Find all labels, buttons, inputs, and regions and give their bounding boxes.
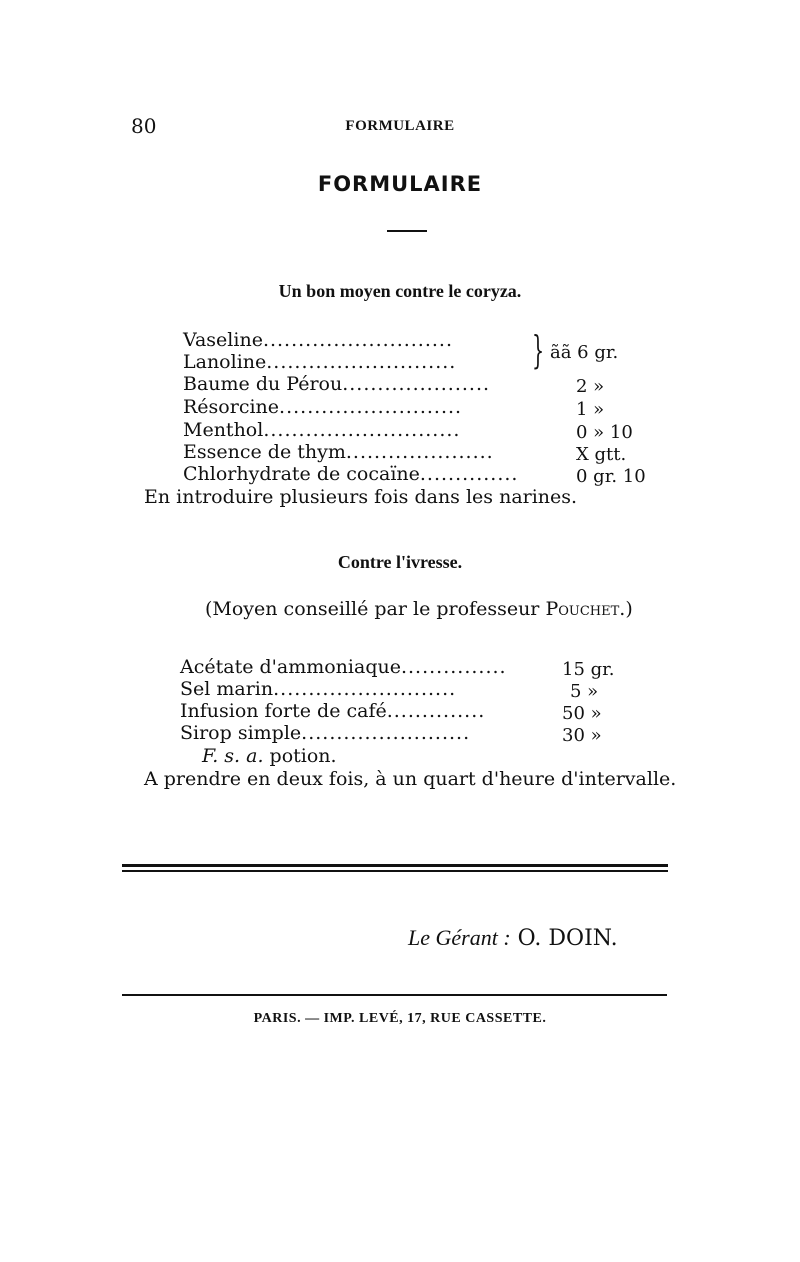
leader-dots: ............... xyxy=(400,656,507,678)
preparation-note xyxy=(202,745,337,767)
page-title: FORMULAIRE xyxy=(317,172,483,196)
ingredient-label: Vaseline xyxy=(183,329,263,351)
brace-icon: } xyxy=(532,328,545,372)
title-rule xyxy=(387,230,427,232)
leader-dots: ............................ xyxy=(263,419,461,441)
ingredient-quantity: X gtt. xyxy=(576,444,627,465)
leader-dots: ........................... xyxy=(266,351,457,373)
double-rule-divider xyxy=(122,864,668,872)
ingredient-label: Acétate d'ammoniaque xyxy=(180,656,401,678)
usage-note: En introduire plusieurs fois dans les narines. xyxy=(144,486,578,508)
ingredient-label: Sirop simple xyxy=(180,722,302,744)
recipe-row xyxy=(183,420,460,441)
section-title-coryza: Un bon moyen contre le coryza. xyxy=(278,281,522,301)
leader-dots: .......................... xyxy=(279,396,463,418)
leader-dots: ........................ xyxy=(301,722,471,744)
fsa-text: potion. xyxy=(269,745,337,767)
ingredient-quantity: 1 » xyxy=(576,399,605,420)
signature-name: O. DOIN. xyxy=(517,926,618,951)
leader-dots: .............. xyxy=(386,700,486,722)
leader-dots: .............. xyxy=(419,463,519,485)
recipe-row xyxy=(180,701,485,722)
footer-rule xyxy=(122,994,667,996)
printer-imprint: PARIS. — IMP. LEVÉ, 17, RUE CASSETTE. xyxy=(253,1011,547,1026)
ingredient-quantity: 2 » xyxy=(576,376,605,397)
recipe-row xyxy=(180,723,470,744)
rule-thick xyxy=(122,864,668,867)
leader-dots: ........................... xyxy=(262,329,454,351)
ingredient-quantity: 50 » xyxy=(562,703,602,724)
ingredient-label: Chlorhydrate de cocaïne xyxy=(183,463,420,485)
section-subtitle xyxy=(205,598,633,620)
ingredient-quantity: 30 » xyxy=(562,725,602,746)
recipe-row xyxy=(183,352,543,373)
subtitle-close: .) xyxy=(619,598,633,620)
recipe-row xyxy=(183,374,490,395)
ingredient-quantity: 0 » 10 xyxy=(576,422,633,443)
ingredient-label: Résorcine xyxy=(183,396,280,418)
usage-note: A prendre en deux fois, à un quart d'heure d'intervalle. xyxy=(144,768,677,790)
page-number: 80 xyxy=(131,114,157,138)
leader-dots: ..................... xyxy=(345,441,494,463)
subtitle-text: (Moyen conseillé par le professeur xyxy=(205,598,546,620)
professor-name: Pouchet xyxy=(545,598,620,620)
ingredient-label: Sel marin xyxy=(180,678,274,700)
ingredient-quantity: 5 » xyxy=(570,681,599,702)
leader-dots: .......................... xyxy=(273,678,457,700)
ingredient-label: Lanoline xyxy=(183,351,267,373)
ingredient-quantity: 0 gr. 10 xyxy=(576,466,646,487)
recipe-row xyxy=(183,397,462,418)
section-title-ivresse: Contre l'ivresse. xyxy=(337,552,463,572)
recipe-row xyxy=(183,330,543,351)
recipe-row xyxy=(183,442,494,463)
recipe-row xyxy=(180,657,507,678)
rule-thin xyxy=(122,870,668,872)
running-head: FORMULAIRE xyxy=(345,118,455,134)
recipe-row xyxy=(183,464,518,485)
fsa-abbreviation: F. s. a. xyxy=(202,745,264,767)
ingredient-label: Infusion forte de café xyxy=(180,700,387,722)
recipe-row xyxy=(180,679,456,700)
signature-line xyxy=(408,925,618,951)
ingredient-label: Menthol xyxy=(183,419,264,441)
leader-dots: ..................... xyxy=(342,373,491,395)
ingredient-label: Essence de thym xyxy=(183,441,346,463)
ingredient-quantity: 15 gr. xyxy=(562,659,615,680)
ingredient-label: Baume du Pérou xyxy=(183,373,343,395)
signature-label: Le Gérant : xyxy=(408,925,511,950)
ingredient-quantity: ãã 6 gr. xyxy=(550,342,619,363)
